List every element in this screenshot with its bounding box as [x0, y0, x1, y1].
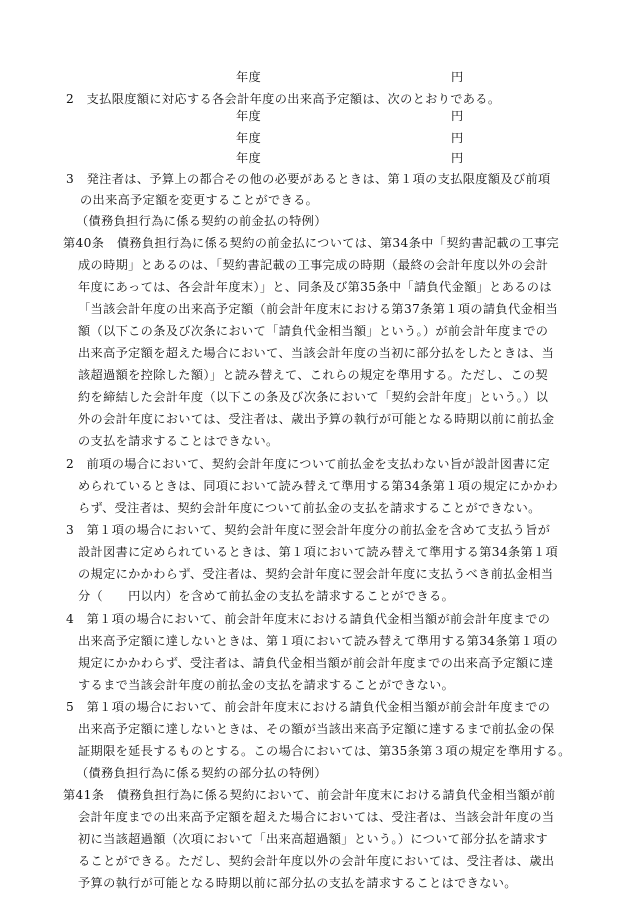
article-40-p2-line: 2 前項の場合において、契約会計年度について前払金を支払わない旨が設計図書に定 [66, 457, 551, 471]
year-label: 年度 [236, 109, 262, 123]
article-40-p5-line: 出来高予定額に達しないときは、その額が当該出来高予定額に達するまで前払金の保 [78, 722, 555, 736]
article-40-p3-line: 設計図書に定められているときは、第１項において読み替えて準用する第34条第１項 [78, 545, 559, 559]
article-40-line: 第40条 債務負担行為に係る契約の前金払については、第34条中「契約書記載の工事完 [63, 236, 560, 250]
article-40-p2-line: められているときは、同項において読み替えて準用する第34条第１項の規定にかかわ [78, 479, 559, 493]
article-40-line: 年度にあっては、各会計年度末）」と、同条及び第35条中「請負代金額」とあるのは [78, 280, 552, 294]
article-40-p3-line: の規定にかかわらず、受注者は、契約会計年度に翌会計年度に支払うべき前払金相当 [78, 567, 554, 581]
article-40-line: 出来高予定額を超えた場合において、当該会計年度の当初に部分払をしたときは、当 [78, 346, 555, 360]
clause-3-line: の出来高予定額を変更することができる。 [80, 193, 319, 207]
article-40-p4-line: 出来高予定額に達しないときは、第１項において読み替えて準用する第34条第１項の [78, 634, 559, 648]
clause-2: 2 支払限度額に対応する各会計年度の出来高予定額は、次のとおりである。 [66, 92, 501, 106]
article-40-p3-line: 3 第１項の場合において、契約会計年度に翌会計年度分の前払金を含めて支払う旨が [66, 523, 551, 537]
article-40-p4-line: するまで当該会計年度の前払金の支払を請求することができない。 [78, 678, 455, 692]
year-table-2-row [0, 105, 630, 127]
year-table-1-row [0, 66, 630, 88]
year-table-2-row [0, 127, 630, 149]
article-41-line: 初に当該超過額（次項において「出来高超過額」という。）について部分払を請求す [78, 832, 549, 846]
amount-label: 円 [451, 109, 464, 123]
article-40-line: の支払を請求することはできない。 [78, 434, 279, 448]
article-40-p5-line: 5 第１項の場合において、前会計年度末における請負代金相当額が前会計年度までの [66, 700, 551, 714]
article-40-p5-line: 証期限を延長するものとする。この場合においては、第35条第３項の規定を準用する。 [78, 744, 571, 758]
year-label: 年度 [236, 131, 262, 145]
year-table-2-row [0, 147, 630, 169]
article-40-p2-line: らず、受注者は、契約会計年度について前払金の支払を請求することができない。 [78, 501, 541, 515]
article-41-line: 会計年度までの出来高予定額を超えた場合においては、受注者は、当該会計年度の当 [78, 810, 555, 824]
article-40-line: 該超過額を控除した額）」と読み替えて、これらの規定を準用する。ただし、この契 [78, 368, 549, 382]
article-40-p3-line: 分（ 円以内）を含めて前払金の支払を請求することができる。 [78, 589, 455, 603]
clause-3-line: 3 発注者は、予算上の都合その他の必要があるときは、第１項の支払限度額及び前項 [66, 172, 551, 186]
article-41-heading: （債務負担行為に係る契約の部分払の特例） [76, 766, 327, 780]
year-label: 年度 [236, 151, 262, 165]
article-40-line: 外の会計年度においては、受注者は、歳出予算の執行が可能となる時期以前に前払金 [78, 412, 555, 426]
article-41-line: 第41条 債務負担行為に係る契約において、前会計年度末における請負代金相当額が前 [63, 788, 556, 802]
article-40-line: 額（以下この条及び次条において「請負代金相当額」という。）が前会計年度までの [78, 324, 549, 338]
article-40-line: 成の時期」とあるのは、「契約書記載の工事完成の時期（最終の会計年度以外の会計 [78, 258, 549, 272]
article-40-line: 「当該会計年度の出来高予定額（前会計年度末における第37条第１項の請負代金相当 [78, 302, 559, 316]
article-40-heading: （債務負担行為に係る契約の前金払の特例） [76, 214, 327, 228]
article-40-p4-line: 規定にかかわらず、受注者は、請負代金相当額が前会計年度までの出来高予定額に達 [78, 656, 554, 670]
amount-label: 円 [451, 70, 464, 84]
article-40-line: 約を締結した会計年度（以下この条及び次条において「契約会計年度」という。）以 [78, 390, 549, 404]
amount-label: 円 [451, 131, 464, 145]
article-40-p4-line: 4 第１項の場合において、前会計年度末における請負代金相当額が前会計年度までの [66, 612, 551, 626]
amount-label: 円 [451, 151, 464, 165]
year-label: 年度 [236, 70, 262, 84]
article-41-line: 予算の執行が可能となる時期以前に部分払の支払を請求することはできない。 [78, 876, 517, 890]
article-41-line: ることができる。ただし、契約会計年度以外の会計年度においては、受注者は、歳出 [78, 854, 555, 868]
